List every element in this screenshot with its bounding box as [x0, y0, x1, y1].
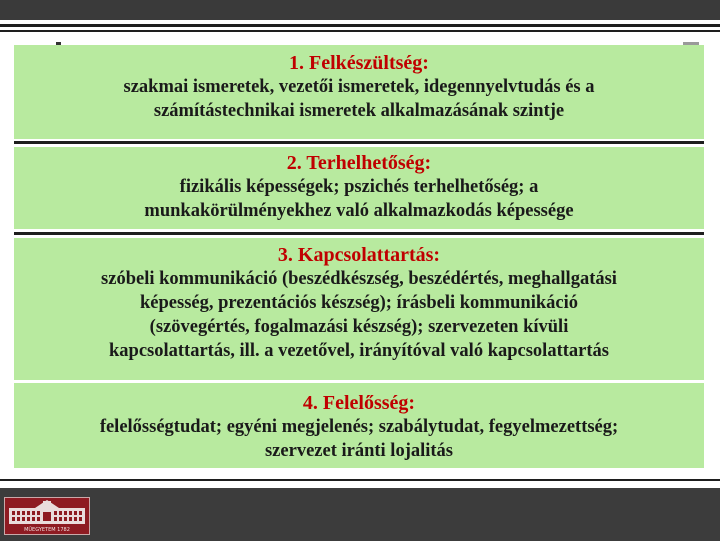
box-line: (szövegértés, fogalmazási készség); szervezeten kívüli — [149, 317, 569, 337]
box-line: munkakörülményekhez való alkalmazkodás képessége — [144, 201, 574, 221]
box-line: fizikális képességek; pszichés terhelhetőség; a — [179, 177, 539, 197]
box-line: képesség, prezentációs készség); írásbeli kommunikáció — [140, 293, 578, 313]
university-logo — [4, 497, 90, 535]
building-icon — [5, 498, 89, 534]
box-terhelhetoseg — [14, 147, 704, 229]
box-divider — [14, 141, 704, 144]
box-felkeszultseg — [14, 45, 704, 139]
logo-text: MŰEGYETEM 1782 — [24, 527, 70, 533]
box-title: 2. Terhelhetőség: — [286, 152, 432, 174]
box-title: 4. Felelősség: — [302, 392, 416, 414]
box-line: szóbeli kommunikáció (beszédkészség, beszédértés, meghallgatási — [101, 269, 617, 289]
top-bar — [0, 0, 720, 20]
bottom-rule — [0, 479, 720, 481]
top-rule — [0, 24, 720, 27]
box-line: kapcsolattartás, ill. a vezetővel, irányítóval való kapcsolattartás — [109, 341, 609, 361]
box-line: felelősségtudat; egyéni megjelenés; szabálytudat, fegyelmezettség; — [99, 417, 619, 437]
box-line: számítástechnikai ismeretek alkalmazásának szintje — [153, 101, 565, 121]
box-line: szakmai ismeretek, vezetői ismeretek, idegennyelvtudás és a — [123, 77, 595, 97]
box-line: szervezet iránti lojalitás — [264, 441, 453, 461]
top-rule-thin — [0, 30, 720, 32]
footer-bar — [0, 488, 720, 541]
box-title: 3. Kapcsolattartás: — [277, 244, 441, 266]
box-kapcsolattartas — [14, 238, 704, 380]
box-felelosseg — [14, 383, 704, 468]
box-divider — [14, 232, 704, 235]
box-title: 1. Felkészültség: — [289, 52, 429, 74]
slide-content — [0, 34, 720, 482]
